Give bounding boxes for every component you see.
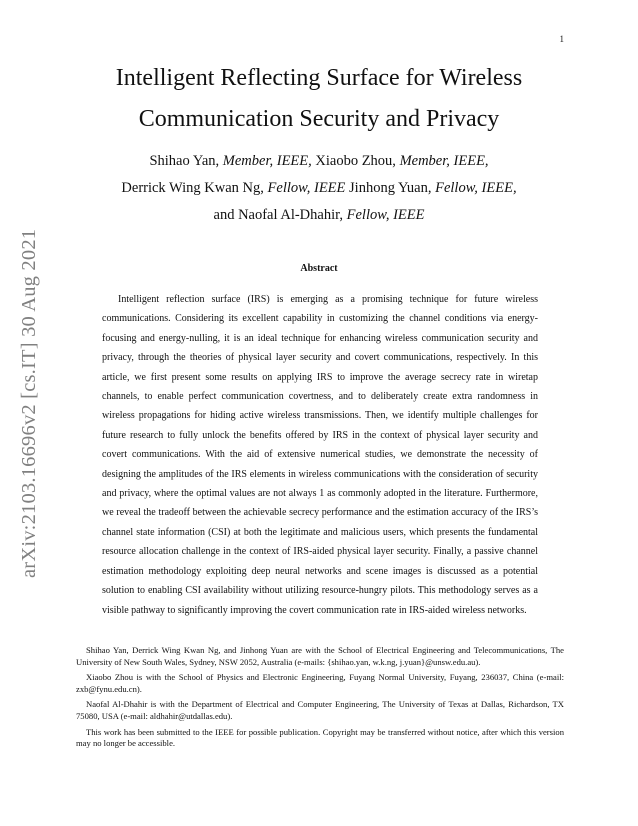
author-membership: Fellow, IEEE	[267, 180, 346, 196]
author-line-3	[0, 202, 638, 229]
author-membership: Fellow, IEEE	[346, 207, 425, 223]
abstract-heading: Abstract	[300, 263, 338, 274]
author-line-1	[0, 148, 638, 175]
author-name: and Naofal Al-Dhahir,	[213, 207, 343, 223]
arxiv-identifier-stamp[interactable]: arXiv:2103.16696v2 [cs.IT] 30 Aug 2021	[18, 228, 40, 578]
author-line-2	[0, 175, 638, 202]
page-number: 1	[559, 34, 564, 44]
author-name: Jinhong Yuan,	[349, 180, 432, 196]
footnote-affiliation-fuyang: Xiaobo Zhou is with the School of Physics and Electronic Engineering, Fuyang Normal University, Fuyang, 236037, China (e-mail: zxb@fynu.edu.cn).	[76, 672, 564, 694]
author-membership: Member, IEEE,	[222, 153, 312, 169]
author-list	[0, 148, 638, 229]
author-name: Derrick Wing Kwan Ng,	[121, 180, 264, 196]
footnote-affiliation-utdallas: Naofal Al-Dhahir is with the Department of Electrical and Computer Engineering, The University of Texas at Dallas, Richardson, TX 75080, USA (e-mail: aldhahir@utdallas.edu).	[76, 699, 564, 721]
author-affiliation-footnotes	[76, 645, 564, 754]
author-name: Xiaobo Zhou,	[315, 153, 396, 169]
abstract-text: Intelligent reflection surface (IRS) is emerging as a promising technique for future wireless communications. Considering its excellent capability in customizing the channel conditions via energy-focusing and energy-nulling, it is an ideal technique for enhancing wireless communication security and privacy, through the theories of physical layer security and covert communications, respectively. In this article, we first present some results on applying IRS to improve the average secrecy rate in wiretap channels, to enable perfect communication covertness, and to deliberately create extra randomness in wireless propagations for hiding active wireless transmissions. Then, we identify multiple challenges for future research to fully unlock the benefits offered by IRS in the context of physical layer security and covert communications. With the aid of extensive numerical studies, we demonstrate the necessity of designing the amplitudes of the IRS elements in wireless communications with the consideration of security and privacy, where the optimal values are not always 1 as commonly adopted in the literature. Furthermore, we reveal the tradeoff between the achievable secrecy performance and the estimation accuracy of the IRS’s channel state information (CSI) at both the legitimate and malicious users, which presents the fundamental resource allocation challenge in the context of IRS-aided physical layer security. Finally, a passive channel estimation methodology exploiting deep neural networks and scene images is discussed as a potential solution to enabling CSI availability without utilizing resource-hungry pilots. This methodology serves as a visible pathway to significantly improving the covert communication rate in IRS-aided wireless networks.	[102, 294, 538, 616]
paper-title-line-2: Communication Security and Privacy	[138, 106, 500, 132]
footnote-affiliation-unsw: Shihao Yan, Derrick Wing Kwan Ng, and Jinhong Yuan are with the School of Electrical Engineering and Telecommunications, The University of New South Wales, Sydney, NSW 2052, Australia (e-mails: {shihao.yan, w.k.ng, j.yuan}@unsw.edu.au).	[76, 645, 564, 667]
author-name: Shihao Yan,	[149, 153, 220, 169]
paper-title	[0, 58, 638, 140]
paper-title-line-1: Intelligent Reflecting Surface for Wireless	[115, 65, 523, 91]
footnote-copyright-notice: This work has been submitted to the IEEE for possible publication. Copyright may be transferred without notice, after which this version may no longer be accessible.	[76, 726, 564, 749]
author-membership: Member, IEEE,	[399, 153, 489, 169]
author-membership: Fellow, IEEE,	[435, 180, 517, 196]
